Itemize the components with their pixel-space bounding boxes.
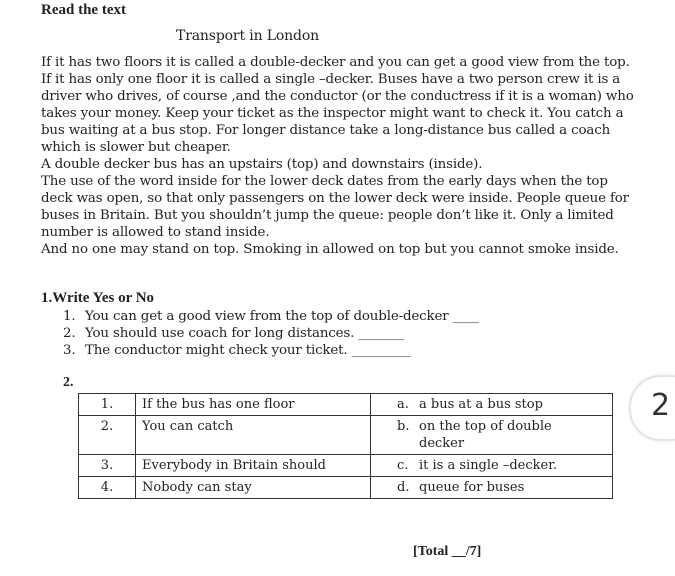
text-line: A double decker bus has an upstairs (top) and downstairs (inside). xyxy=(41,157,483,172)
text-line: deck was open, so that only passengers on the lower deck were inside. People queue for xyxy=(41,191,629,206)
table-row xyxy=(79,455,613,477)
item-text: You should use coach for long distances. _______ xyxy=(85,326,405,341)
item-number: 1. xyxy=(63,309,76,324)
row-number: 2. xyxy=(79,416,136,455)
left-cell: If the bus has one floor xyxy=(136,394,371,416)
text-line: number is allowed to stand inside. xyxy=(41,225,270,240)
answer-key: c. xyxy=(397,458,409,473)
text-line: The use of the word inside for the lower deck dates from the early days when the top xyxy=(41,174,608,189)
text-line: takes your money. Keep your ticket as the inspector might want to check it. You catch a xyxy=(41,106,624,121)
section-heading: Read the text xyxy=(41,2,126,18)
matching-table xyxy=(78,393,613,499)
table-row xyxy=(79,477,613,499)
answer-text: queue for buses xyxy=(419,480,525,495)
task1-item xyxy=(63,342,479,359)
right-cell xyxy=(371,394,613,416)
text-line: And no one may stand on top. Smoking in allowed on top but you cannot smoke inside. xyxy=(41,242,619,257)
left-cell: Everybody in Britain should xyxy=(136,455,371,477)
table-row xyxy=(79,416,613,455)
task1-item xyxy=(63,325,479,342)
task1-title: 1.Write Yes or No xyxy=(41,290,155,306)
answer-key: a. xyxy=(397,397,409,412)
answer-key: b. xyxy=(397,419,410,434)
answer-text: on the top of double decker xyxy=(419,419,552,451)
item-text: The conductor might check your ticket. _________ xyxy=(85,343,411,358)
item-number: 2. xyxy=(63,326,76,341)
text-line: If it has only one floor it is called a single –decker. Buses have a two person crew it is a xyxy=(41,72,621,87)
left-cell: Nobody can stay xyxy=(136,477,371,499)
total-score: [Total __/7] xyxy=(413,544,482,559)
text-line: driver who drives, of course ,and the conductor (or the conductress if it is a woman) who xyxy=(41,89,634,104)
right-cell xyxy=(371,477,613,499)
answer-text: it is a single –decker. xyxy=(419,458,558,473)
right-cell xyxy=(371,416,613,455)
page-number: 2 xyxy=(651,388,671,423)
item-text: You can get a good view from the top of double-decker ____ xyxy=(85,309,479,324)
text-line: If it has two floors it is called a double-decker and you can get a good view from the top. xyxy=(41,55,630,70)
table-row xyxy=(79,394,613,416)
answer-text: a bus at a bus stop xyxy=(419,397,543,412)
reading-text xyxy=(41,54,634,258)
answer-key: d. xyxy=(397,480,410,495)
row-number: 3. xyxy=(79,455,136,477)
row-number: 4. xyxy=(79,477,136,499)
right-cell xyxy=(371,455,613,477)
task2-title: 2. xyxy=(63,375,74,390)
text-line: bus waiting at a bus stop. For longer distance take a long-distance bus called a coach xyxy=(41,123,611,138)
page-number-badge[interactable] xyxy=(630,376,675,440)
task1-list xyxy=(63,308,479,359)
left-cell: You can catch xyxy=(136,416,371,455)
text-line: buses in Britain. But you shouldn’t jump the queue: people don’t like it. Only a limited xyxy=(41,208,614,223)
text-line: which is slower but cheaper. xyxy=(41,140,231,155)
task1-item xyxy=(63,308,479,325)
item-number: 3. xyxy=(63,343,76,358)
row-number: 1. xyxy=(79,394,136,416)
text-title: Transport in London xyxy=(176,28,319,44)
